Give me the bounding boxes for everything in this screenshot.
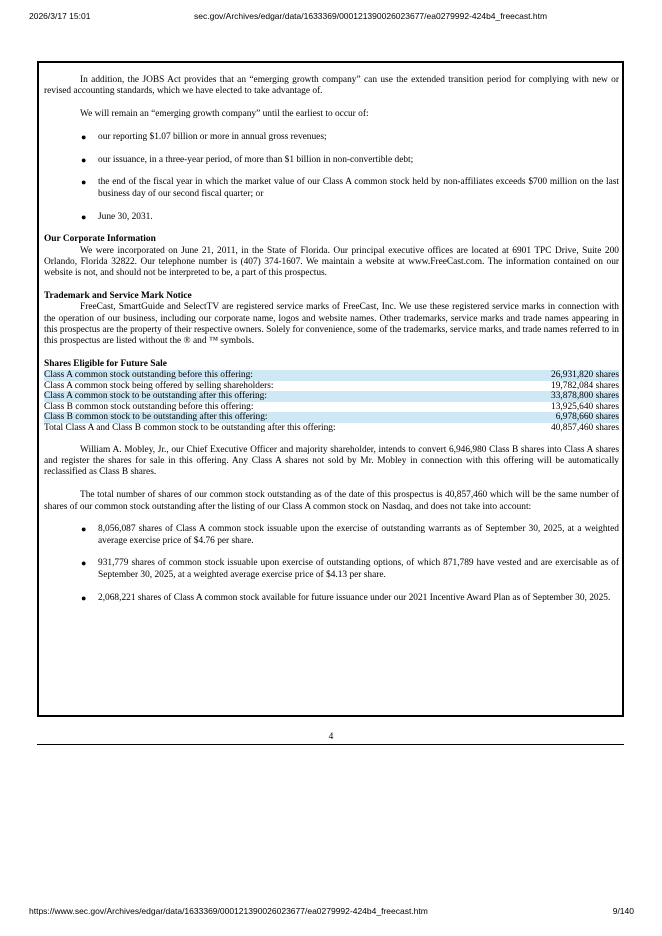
row-value: 13,925,640 shares — [551, 401, 619, 412]
paragraph-total-shares: The total number of shares of our common stock outstanding as of the date of this prospectus is 40,857,460 which will be the same number of shares of our common stock outstanding after the listing of our Class A common stock on Nasdaq, and does not take into account: — [44, 490, 619, 512]
paragraph-corporate: We were incorporated on June 21, 2011, in the State of Florida. Our principal executive offices are located at 6901 TPC Drive, Suite 200 Orlando, Florida 32822. Our telephone number is (407) 374-1607. We maintain a website at www.FreeCast.com. The information contained on our website is not, and should not be interpreted to be, a part of this prospectus. — [44, 245, 619, 279]
table-row — [44, 423, 619, 434]
print-page-title: sec.gov/Archives/edgar/data/1633369/000121390026023677/ea0279992-424b4_freecast.htm — [194, 11, 548, 21]
heading-shares-eligible: Shares Eligible for Future Sale — [44, 359, 167, 370]
paragraph-egc-remain: We will remain an “emerging growth company” until the earliest to occur of: — [80, 109, 369, 120]
table-row — [44, 412, 619, 423]
row-value: 6,978,660 shares — [510, 412, 619, 423]
paragraph-mobley: William A. Mobley, Jr., our Chief Executive Officer and majority shareholder, intends to convert 6,946,980 Class B shares into Class A shares and register the shares for sale in this offering. Any Class A shares not sold by Mr. Mobley in connection with this offering will be automatically reclassified as Class B shares. — [44, 444, 619, 478]
row-label: Total Class A and Class B common stock to be outstanding after this offering: — [44, 422, 336, 433]
row-value: 33,878,800 shares — [510, 391, 619, 402]
bullet-icon: ● — [81, 154, 87, 165]
list-item: ● 8,056,087 shares of Class A common stock issuable upon the exercise of outstanding warrants as of September 30, 2025, at a weighted average exercise price of $4.76 per share. — [81, 524, 619, 546]
paragraph-jobs-act: In addition, the JOBS Act provides that an “emerging growth company” can use the extended transition period for complying with new or revised accounting standards, which we have elected to take advantage of. — [44, 75, 619, 97]
list-item: ● the end of the fiscal year in which the market value of our Class A common stock held by non-affiliates exceeds $700 million on the last business day of our second fiscal quarter; or — [81, 177, 619, 199]
page-divider — [37, 744, 624, 745]
table-row — [44, 402, 619, 413]
bullet-icon: ● — [81, 211, 87, 222]
print-page-count: 9/140 — [612, 906, 634, 916]
page-number: 4 — [328, 732, 334, 742]
row-value: 26,931,820 shares — [510, 370, 619, 381]
table-row — [44, 381, 619, 392]
document-body — [44, 75, 619, 615]
list-item: ● 2,068,221 shares of Class A common stock available for future issuance under our 2021 Incentive Award Plan as of September 30, 2025. — [81, 592, 611, 603]
row-label: Class A common stock being offered by selling shareholders: — [44, 380, 274, 391]
list-item: ● 931,779 shares of common stock issuable upon exercise of outstanding options, of which 871,789 have vested and are exercisable as of September 30, 2025, at a weighted average exercise price of $4.13 per share. — [81, 558, 619, 580]
print-datetime: 2026/3/17 15:01 — [29, 11, 91, 21]
row-label: Class A common stock to be outstanding after this offering: — [44, 391, 510, 402]
shares-table — [44, 370, 619, 433]
egc-bullet-list — [44, 132, 619, 223]
bullet-icon: ● — [81, 558, 87, 569]
table-row — [44, 370, 619, 381]
bullet-icon: ● — [81, 592, 87, 603]
heading-trademark: Trademark and Service Mark Notice — [44, 291, 192, 302]
heading-corporate-information: Our Corporate Information — [44, 234, 156, 245]
row-label: Class B common stock to be outstanding after this offering: — [44, 412, 510, 423]
row-label: Class A common stock outstanding before this offering: — [44, 370, 510, 381]
print-url: https://www.sec.gov/Archives/edgar/data/1633369/000121390026023677/ea0279992-424b4_freecast.htm — [29, 906, 428, 916]
excluded-bullet-list — [44, 524, 619, 603]
bullet-icon: ● — [81, 131, 87, 142]
list-item: ● our issuance, in a three-year period, of more than $1 billion in non-convertible debt; — [81, 154, 414, 165]
row-value: 19,782,084 shares — [551, 380, 619, 391]
bullet-icon: ● — [81, 177, 87, 188]
paragraph-trademark: FreeCast, SmartGuide and SelectTV are registered service marks of FreeCast, Inc. We use these registered service marks in connection with the operation of our business, including our corporate name, logos and website names. Other trademarks, service marks and trade names appearing in this prospectus are the property of their respective owners. Solely for convenience, some of the trademarks, service marks, and trade names referred to in this prospectus are listed without the ® and ™ symbols. — [44, 302, 619, 347]
list-item: ● June 30, 2031. — [81, 211, 153, 222]
browser-footer — [0, 906, 662, 920]
list-item: ● our reporting $1.07 billion or more in annual gross revenues; — [81, 131, 327, 142]
row-value: 40,857,460 shares — [551, 422, 619, 433]
browser-header — [0, 11, 662, 25]
table-row — [44, 391, 619, 402]
bullet-icon: ● — [81, 524, 87, 535]
row-label: Class B common stock outstanding before this offering: — [44, 401, 254, 412]
